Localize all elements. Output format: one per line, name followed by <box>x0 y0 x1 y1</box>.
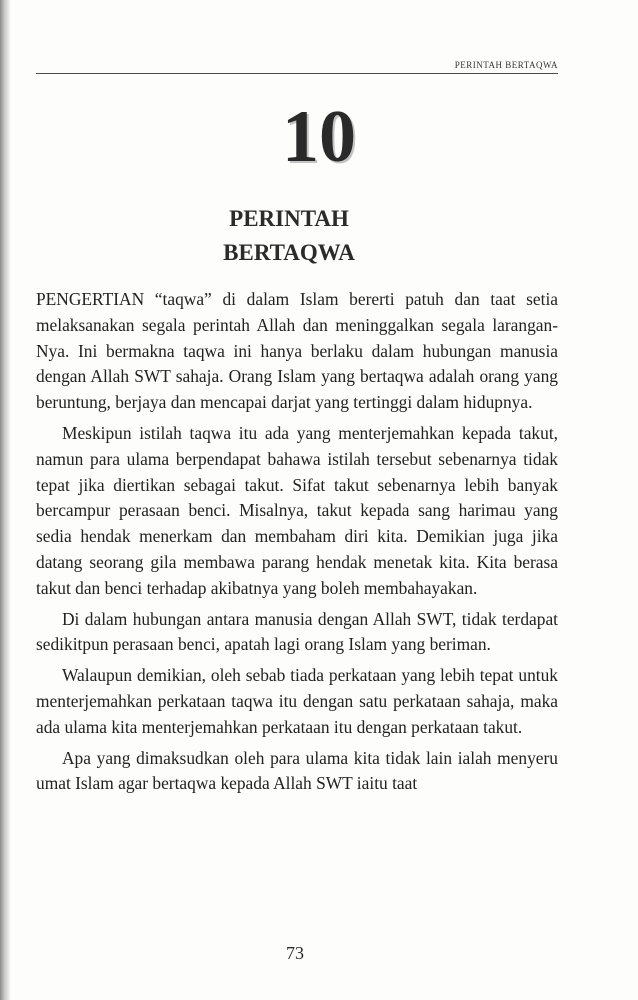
paragraph-2: Meskipun istilah taqwa itu ada yang menterjemahkan kepada takut, namun para ulama berpendapat bahawa istilah tersebut sebenarnya tidak tepat jika diertikan sebagai takut. Sifat takut sebenarnya lebih banyak bercampur perasaan benci. Misalnya, takut kepada sang harimau yang sedia hendak menerkam dan membaham diri kita. Demikian juga jika datang seorang gila membawa parang hendak menetak kita. Kita berasa takut dan benci terhadap akibatnya yang boleh membahayakan. <box>36 422 558 598</box>
paragraph-4: Walaupun demikian, oleh sebab tiada perkataan yang lebih tepat untuk menterjemahkan perkataan taqwa itu dengan satu perkataan sahaja, maka ada ulama kita menterjemahkan perkataan itu dengan perkataan takut. <box>36 665 558 737</box>
chapter-title-line-2: BERTAQWA <box>223 240 355 265</box>
chapter-title <box>0 202 578 270</box>
header-rule <box>36 73 558 74</box>
paragraph-5: Apa yang dimaksudkan oleh para ulama kita tidak lain ialah menyeru umat Islam agar bertaqwa kepada Allah SWT iaitu taat <box>36 747 558 794</box>
chapter-title-line-1: PERINTAH <box>229 206 349 231</box>
body-text <box>36 287 558 802</box>
paragraph-1: PENGERTIAN “taqwa” di dalam Islam bererti patuh dan taat setia melaksanakan segala perintah Allah dan meninggalkan segala larangan-Nya. Ini bermakna taqwa ini hanya berlaku dalam hubungan manusia dengan Allah SWT sahaja. Orang Islam yang bertaqwa adalah orang yang beruntung, berjaya dan mencapai darjat yang tertinggi dalam hidupnya. <box>36 289 558 413</box>
page-number: 73 <box>286 943 304 963</box>
chapter-number: 10 <box>282 96 356 178</box>
running-header: PERINTAH BERTAQWA <box>454 60 558 70</box>
paragraph-3: Di dalam hubungan antara manusia dengan Allah SWT, tidak terdapat sedikitpun perasaan benci, apatah lagi orang Islam yang beriman. <box>36 608 558 655</box>
